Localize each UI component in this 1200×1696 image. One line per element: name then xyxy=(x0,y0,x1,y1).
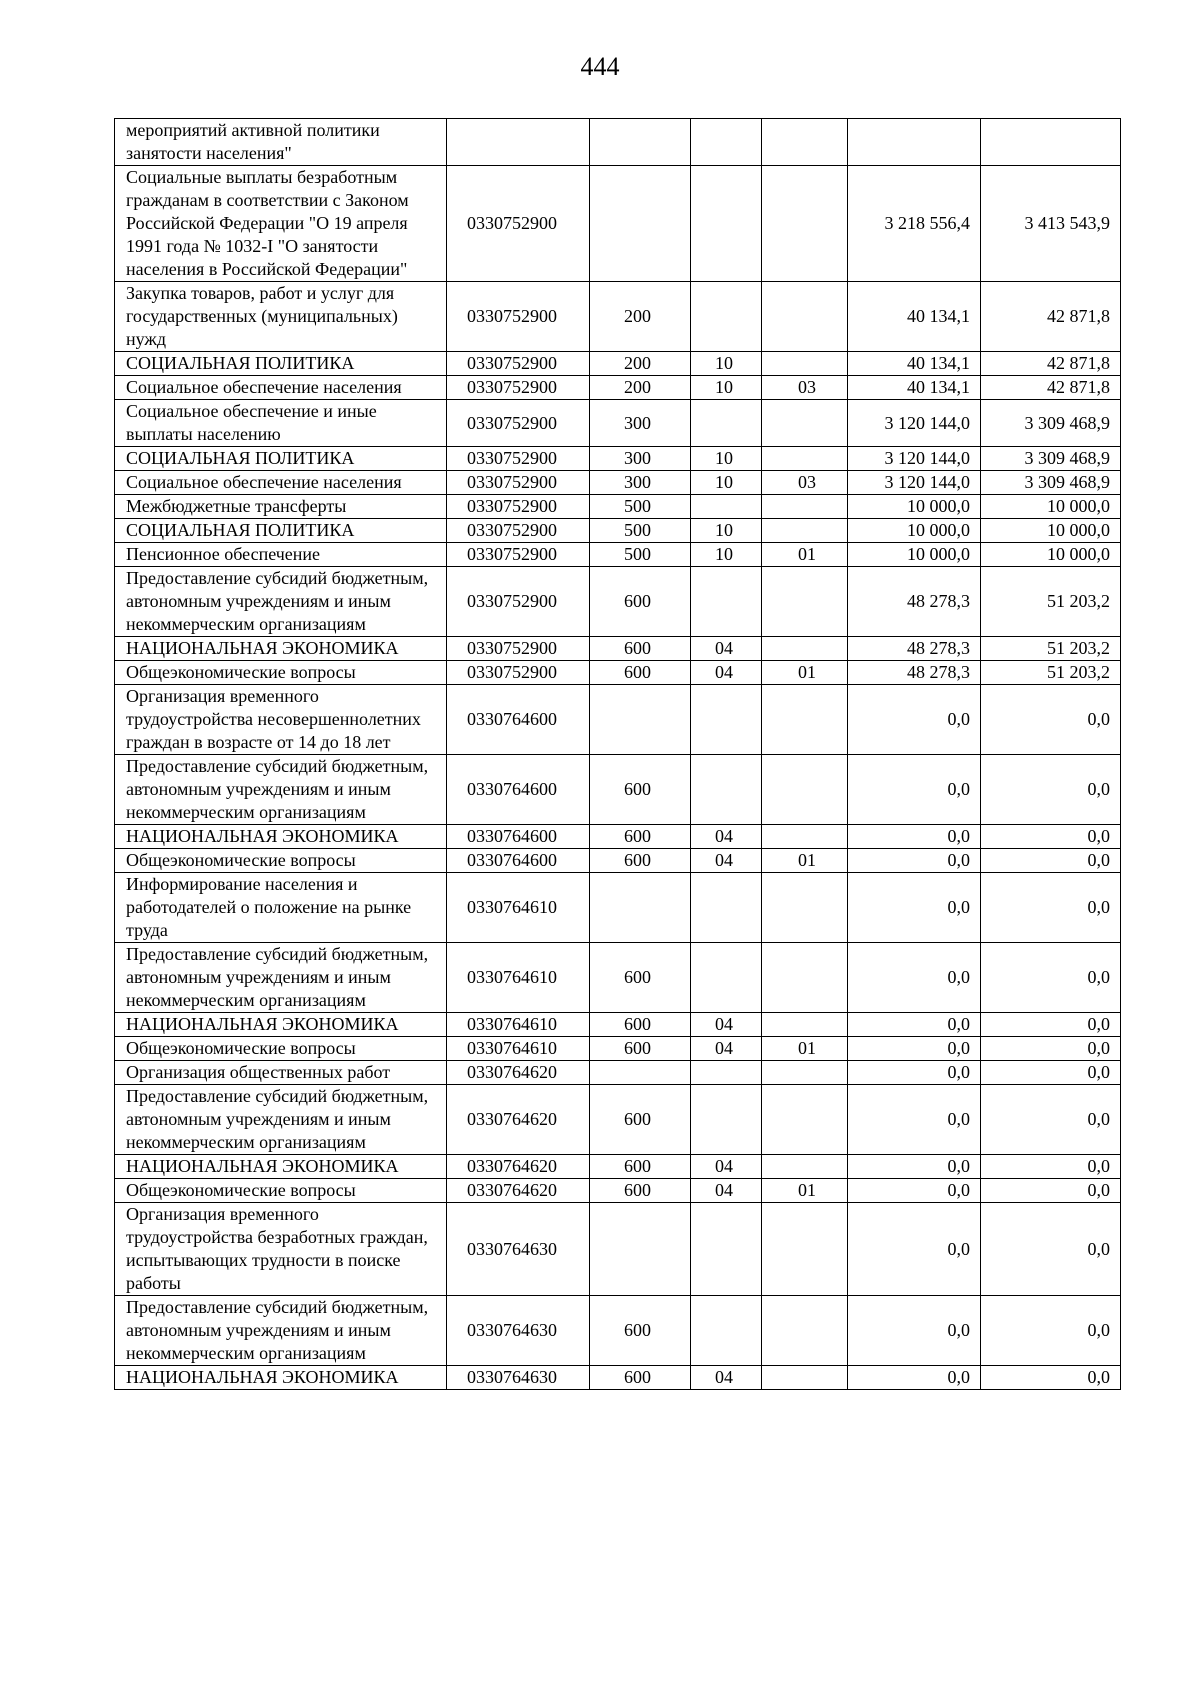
subsection-code-cell xyxy=(762,1013,848,1037)
subsection-code-cell: 01 xyxy=(762,1179,848,1203)
amount-year-1-cell: 10 000,0 xyxy=(848,543,981,567)
section-code-cell xyxy=(691,685,762,755)
target-code-cell: 0330764600 xyxy=(447,685,590,755)
subsection-code-cell xyxy=(762,447,848,471)
amount-year-2-cell: 3 413 543,9 xyxy=(981,166,1121,282)
target-code-cell: 0330752900 xyxy=(447,352,590,376)
amount-year-2-cell: 3 309 468,9 xyxy=(981,400,1121,447)
amount-year-2-cell: 51 203,2 xyxy=(981,567,1121,637)
amount-year-1-cell: 0,0 xyxy=(848,1296,981,1366)
target-code-cell: 0330752900 xyxy=(447,543,590,567)
row-name-cell: Организация временного трудоустройства несовершеннолетних граждан в возрасте от 14 до 18 лет xyxy=(115,685,447,755)
target-code-cell: 0330764620 xyxy=(447,1061,590,1085)
subsection-code-cell xyxy=(762,825,848,849)
row-name-cell: СОЦИАЛЬНАЯ ПОЛИТИКА xyxy=(115,447,447,471)
section-code-cell xyxy=(691,282,762,352)
expense-type-cell: 200 xyxy=(590,352,691,376)
table-row xyxy=(115,1203,1121,1296)
section-code-cell: 04 xyxy=(691,1155,762,1179)
section-code-cell: 10 xyxy=(691,376,762,400)
expense-type-cell xyxy=(590,1061,691,1085)
amount-year-2-cell: 0,0 xyxy=(981,873,1121,943)
target-code-cell xyxy=(447,119,590,166)
table-row xyxy=(115,567,1121,637)
amount-year-1-cell: 10 000,0 xyxy=(848,495,981,519)
amount-year-1-cell: 0,0 xyxy=(848,825,981,849)
section-code-cell xyxy=(691,873,762,943)
expense-type-cell: 600 xyxy=(590,849,691,873)
amount-year-1-cell: 48 278,3 xyxy=(848,661,981,685)
section-code-cell xyxy=(691,1061,762,1085)
amount-year-2-cell: 10 000,0 xyxy=(981,495,1121,519)
row-name-cell: Предоставление субсидий бюджетным, автономным учреждениям и иным некоммерческим организациям xyxy=(115,943,447,1013)
budget-table-body xyxy=(115,119,1121,1390)
amount-year-1-cell: 48 278,3 xyxy=(848,567,981,637)
row-name-cell: Предоставление субсидий бюджетным, автономным учреждениям и иным некоммерческим организациям xyxy=(115,1296,447,1366)
amount-year-2-cell: 0,0 xyxy=(981,825,1121,849)
section-code-cell: 10 xyxy=(691,471,762,495)
table-row xyxy=(115,519,1121,543)
budget-table xyxy=(114,118,1121,1390)
row-name-cell: НАЦИОНАЛЬНАЯ ЭКОНОМИКА xyxy=(115,1155,447,1179)
subsection-code-cell xyxy=(762,119,848,166)
row-name-cell: Межбюджетные трансферты xyxy=(115,495,447,519)
table-row xyxy=(115,166,1121,282)
subsection-code-cell: 01 xyxy=(762,661,848,685)
row-name-cell: НАЦИОНАЛЬНАЯ ЭКОНОМИКА xyxy=(115,825,447,849)
section-code-cell xyxy=(691,1203,762,1296)
section-code-cell: 10 xyxy=(691,543,762,567)
subsection-code-cell xyxy=(762,1061,848,1085)
amount-year-1-cell: 0,0 xyxy=(848,755,981,825)
row-name-cell: Предоставление субсидий бюджетным, автономным учреждениям и иным некоммерческим организациям xyxy=(115,755,447,825)
section-code-cell: 04 xyxy=(691,1037,762,1061)
expense-type-cell xyxy=(590,685,691,755)
table-row xyxy=(115,1013,1121,1037)
expense-type-cell: 500 xyxy=(590,519,691,543)
row-name-cell: Общеэкономические вопросы xyxy=(115,1037,447,1061)
subsection-code-cell: 03 xyxy=(762,376,848,400)
target-code-cell: 0330752900 xyxy=(447,400,590,447)
table-row xyxy=(115,685,1121,755)
table-row xyxy=(115,543,1121,567)
target-code-cell: 0330764600 xyxy=(447,825,590,849)
amount-year-1-cell: 0,0 xyxy=(848,1037,981,1061)
row-name-cell: СОЦИАЛЬНАЯ ПОЛИТИКА xyxy=(115,352,447,376)
subsection-code-cell xyxy=(762,1296,848,1366)
amount-year-2-cell: 42 871,8 xyxy=(981,352,1121,376)
amount-year-2-cell xyxy=(981,119,1121,166)
amount-year-1-cell: 3 120 144,0 xyxy=(848,471,981,495)
section-code-cell: 04 xyxy=(691,661,762,685)
expense-type-cell: 600 xyxy=(590,567,691,637)
table-row xyxy=(115,376,1121,400)
row-name-cell: Организация временного трудоустройства безработных граждан, испытывающих трудности в поиске работы xyxy=(115,1203,447,1296)
amount-year-2-cell: 0,0 xyxy=(981,943,1121,1013)
target-code-cell: 0330764610 xyxy=(447,873,590,943)
amount-year-2-cell: 0,0 xyxy=(981,1203,1121,1296)
target-code-cell: 0330764610 xyxy=(447,943,590,1013)
target-code-cell: 0330752900 xyxy=(447,661,590,685)
expense-type-cell: 600 xyxy=(590,1179,691,1203)
table-row xyxy=(115,661,1121,685)
section-code-cell xyxy=(691,943,762,1013)
section-code-cell: 04 xyxy=(691,1366,762,1390)
table-row xyxy=(115,755,1121,825)
amount-year-2-cell: 42 871,8 xyxy=(981,376,1121,400)
amount-year-1-cell: 0,0 xyxy=(848,1366,981,1390)
subsection-code-cell xyxy=(762,567,848,637)
expense-type-cell: 200 xyxy=(590,282,691,352)
row-name-cell: НАЦИОНАЛЬНАЯ ЭКОНОМИКА xyxy=(115,1013,447,1037)
table-row xyxy=(115,637,1121,661)
page-number: 444 xyxy=(580,52,620,81)
amount-year-1-cell: 0,0 xyxy=(848,1061,981,1085)
expense-type-cell xyxy=(590,119,691,166)
section-code-cell: 04 xyxy=(691,849,762,873)
expense-type-cell: 600 xyxy=(590,1085,691,1155)
table-row xyxy=(115,1366,1121,1390)
subsection-code-cell xyxy=(762,755,848,825)
subsection-code-cell xyxy=(762,637,848,661)
row-name-cell: НАЦИОНАЛЬНАЯ ЭКОНОМИКА xyxy=(115,1366,447,1390)
table-row xyxy=(115,352,1121,376)
section-code-cell: 04 xyxy=(691,1179,762,1203)
amount-year-2-cell: 0,0 xyxy=(981,685,1121,755)
subsection-code-cell xyxy=(762,282,848,352)
expense-type-cell: 500 xyxy=(590,495,691,519)
target-code-cell: 0330764600 xyxy=(447,849,590,873)
amount-year-2-cell: 51 203,2 xyxy=(981,661,1121,685)
target-code-cell: 0330752900 xyxy=(447,166,590,282)
target-code-cell: 0330764620 xyxy=(447,1179,590,1203)
section-code-cell xyxy=(691,755,762,825)
expense-type-cell xyxy=(590,166,691,282)
table-row xyxy=(115,119,1121,166)
expense-type-cell: 300 xyxy=(590,447,691,471)
row-name-cell: Социальное обеспечение и иные выплаты населению xyxy=(115,400,447,447)
amount-year-2-cell: 42 871,8 xyxy=(981,282,1121,352)
expense-type-cell: 300 xyxy=(590,400,691,447)
target-code-cell: 0330752900 xyxy=(447,447,590,471)
section-code-cell xyxy=(691,567,762,637)
row-name-cell: Общеэкономические вопросы xyxy=(115,849,447,873)
target-code-cell: 0330752900 xyxy=(447,567,590,637)
subsection-code-cell: 01 xyxy=(762,543,848,567)
expense-type-cell: 600 xyxy=(590,1366,691,1390)
target-code-cell: 0330764620 xyxy=(447,1085,590,1155)
expense-type-cell xyxy=(590,873,691,943)
amount-year-1-cell: 0,0 xyxy=(848,849,981,873)
target-code-cell: 0330764610 xyxy=(447,1013,590,1037)
section-code-cell xyxy=(691,495,762,519)
expense-type-cell: 500 xyxy=(590,543,691,567)
amount-year-2-cell: 0,0 xyxy=(981,849,1121,873)
row-name-cell: Предоставление субсидий бюджетным, автономным учреждениям и иным некоммерческим организациям xyxy=(115,1085,447,1155)
table-row xyxy=(115,1061,1121,1085)
section-code-cell: 10 xyxy=(691,519,762,543)
amount-year-1-cell: 0,0 xyxy=(848,943,981,1013)
amount-year-2-cell: 3 309 468,9 xyxy=(981,447,1121,471)
row-name-cell: Общеэкономические вопросы xyxy=(115,661,447,685)
section-code-cell xyxy=(691,119,762,166)
row-name-cell: мероприятий активной политики занятости населения" xyxy=(115,119,447,166)
target-code-cell: 0330764600 xyxy=(447,755,590,825)
amount-year-2-cell: 0,0 xyxy=(981,1013,1121,1037)
target-code-cell: 0330752900 xyxy=(447,519,590,543)
amount-year-2-cell: 51 203,2 xyxy=(981,637,1121,661)
table-row xyxy=(115,495,1121,519)
table-row xyxy=(115,1155,1121,1179)
amount-year-1-cell: 0,0 xyxy=(848,1203,981,1296)
subsection-code-cell: 01 xyxy=(762,849,848,873)
amount-year-2-cell: 0,0 xyxy=(981,755,1121,825)
amount-year-1-cell: 10 000,0 xyxy=(848,519,981,543)
expense-type-cell: 600 xyxy=(590,825,691,849)
section-code-cell xyxy=(691,400,762,447)
amount-year-1-cell: 40 134,1 xyxy=(848,352,981,376)
row-name-cell: Закупка товаров, работ и услуг для государственных (муниципальных) нужд xyxy=(115,282,447,352)
target-code-cell: 0330752900 xyxy=(447,495,590,519)
amount-year-1-cell: 40 134,1 xyxy=(848,376,981,400)
subsection-code-cell: 01 xyxy=(762,1037,848,1061)
amount-year-2-cell: 0,0 xyxy=(981,1296,1121,1366)
table-row xyxy=(115,1296,1121,1366)
row-name-cell: Информирование населения и работодателей о положение на рынке труда xyxy=(115,873,447,943)
row-name-cell: Социальное обеспечение населения xyxy=(115,471,447,495)
expense-type-cell: 600 xyxy=(590,1013,691,1037)
subsection-code-cell: 03 xyxy=(762,471,848,495)
section-code-cell xyxy=(691,1085,762,1155)
subsection-code-cell xyxy=(762,400,848,447)
table-row xyxy=(115,1037,1121,1061)
amount-year-1-cell: 3 218 556,4 xyxy=(848,166,981,282)
row-name-cell: НАЦИОНАЛЬНАЯ ЭКОНОМИКА xyxy=(115,637,447,661)
amount-year-2-cell: 3 309 468,9 xyxy=(981,471,1121,495)
subsection-code-cell xyxy=(762,519,848,543)
amount-year-2-cell: 0,0 xyxy=(981,1085,1121,1155)
amount-year-1-cell: 48 278,3 xyxy=(848,637,981,661)
expense-type-cell: 600 xyxy=(590,943,691,1013)
amount-year-2-cell: 0,0 xyxy=(981,1155,1121,1179)
target-code-cell: 0330764630 xyxy=(447,1366,590,1390)
target-code-cell: 0330764630 xyxy=(447,1296,590,1366)
subsection-code-cell xyxy=(762,352,848,376)
amount-year-2-cell: 0,0 xyxy=(981,1179,1121,1203)
target-code-cell: 0330752900 xyxy=(447,376,590,400)
table-row xyxy=(115,943,1121,1013)
amount-year-1-cell: 0,0 xyxy=(848,873,981,943)
table-row xyxy=(115,825,1121,849)
table-row xyxy=(115,873,1121,943)
amount-year-2-cell: 10 000,0 xyxy=(981,543,1121,567)
section-code-cell xyxy=(691,1296,762,1366)
section-code-cell: 10 xyxy=(691,447,762,471)
table-row xyxy=(115,282,1121,352)
subsection-code-cell xyxy=(762,685,848,755)
table-row xyxy=(115,471,1121,495)
target-code-cell: 0330752900 xyxy=(447,471,590,495)
table-row xyxy=(115,1085,1121,1155)
target-code-cell: 0330752900 xyxy=(447,637,590,661)
amount-year-1-cell: 0,0 xyxy=(848,1085,981,1155)
target-code-cell: 0330752900 xyxy=(447,282,590,352)
table-row xyxy=(115,1179,1121,1203)
expense-type-cell: 600 xyxy=(590,661,691,685)
target-code-cell: 0330764620 xyxy=(447,1155,590,1179)
table-row xyxy=(115,400,1121,447)
table-row xyxy=(115,447,1121,471)
section-code-cell: 04 xyxy=(691,637,762,661)
amount-year-2-cell: 0,0 xyxy=(981,1061,1121,1085)
amount-year-1-cell: 3 120 144,0 xyxy=(848,447,981,471)
table-row xyxy=(115,849,1121,873)
expense-type-cell: 200 xyxy=(590,376,691,400)
subsection-code-cell xyxy=(762,1203,848,1296)
row-name-cell: Общеэкономические вопросы xyxy=(115,1179,447,1203)
section-code-cell: 04 xyxy=(691,825,762,849)
amount-year-1-cell: 0,0 xyxy=(848,1155,981,1179)
subsection-code-cell xyxy=(762,1085,848,1155)
amount-year-1-cell: 0,0 xyxy=(848,1179,981,1203)
row-name-cell: Социальные выплаты безработным гражданам в соответствии с Законом Российской Федерации "О 19 апреля 1991 года № 1032-I "О занятости населения в Российской Федерации" xyxy=(115,166,447,282)
row-name-cell: Организация общественных работ xyxy=(115,1061,447,1085)
section-code-cell: 10 xyxy=(691,352,762,376)
row-name-cell: Пенсионное обеспечение xyxy=(115,543,447,567)
expense-type-cell: 600 xyxy=(590,1296,691,1366)
amount-year-2-cell: 10 000,0 xyxy=(981,519,1121,543)
amount-year-1-cell: 3 120 144,0 xyxy=(848,400,981,447)
subsection-code-cell xyxy=(762,495,848,519)
subsection-code-cell xyxy=(762,166,848,282)
expense-type-cell: 600 xyxy=(590,1037,691,1061)
row-name-cell: СОЦИАЛЬНАЯ ПОЛИТИКА xyxy=(115,519,447,543)
section-code-cell xyxy=(691,166,762,282)
amount-year-2-cell: 0,0 xyxy=(981,1366,1121,1390)
expense-type-cell: 600 xyxy=(590,755,691,825)
subsection-code-cell xyxy=(762,1366,848,1390)
expense-type-cell: 600 xyxy=(590,1155,691,1179)
subsection-code-cell xyxy=(762,943,848,1013)
expense-type-cell xyxy=(590,1203,691,1296)
row-name-cell: Предоставление субсидий бюджетным, автономным учреждениям и иным некоммерческим организациям xyxy=(115,567,447,637)
subsection-code-cell xyxy=(762,873,848,943)
subsection-code-cell xyxy=(762,1155,848,1179)
row-name-cell: Социальное обеспечение населения xyxy=(115,376,447,400)
expense-type-cell: 600 xyxy=(590,637,691,661)
target-code-cell: 0330764630 xyxy=(447,1203,590,1296)
section-code-cell: 04 xyxy=(691,1013,762,1037)
amount-year-1-cell: 40 134,1 xyxy=(848,282,981,352)
expense-type-cell: 300 xyxy=(590,471,691,495)
target-code-cell: 0330764610 xyxy=(447,1037,590,1061)
amount-year-2-cell: 0,0 xyxy=(981,1037,1121,1061)
amount-year-1-cell: 0,0 xyxy=(848,1013,981,1037)
amount-year-1-cell: 0,0 xyxy=(848,685,981,755)
amount-year-1-cell xyxy=(848,119,981,166)
